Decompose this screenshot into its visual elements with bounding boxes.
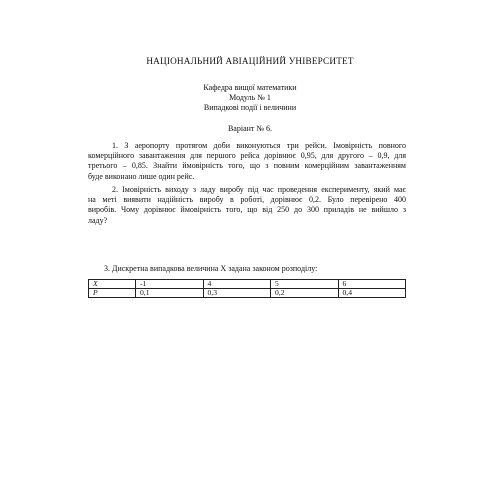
table-cell: 0,1 [136, 289, 204, 298]
table-cell: 6 [338, 280, 406, 289]
table-cell: 0,4 [338, 289, 406, 298]
task-1-line: 1. З аеропорту протягом доби виконуються три рейси. Імовірність повного [112, 141, 406, 150]
table-row-label: X [89, 280, 136, 289]
task-2-line: виробів. Чому дорівнює ймовірність того, що від 250 до 300 приладів не вийшло з [88, 205, 406, 215]
task-3-intro: 3. Дискретна випадкова величина X задана законом розподілу: [104, 264, 318, 273]
table-row-label: P [89, 289, 136, 298]
table-cell: 4 [203, 280, 271, 289]
table-cell: 5 [271, 280, 339, 289]
task-2-line: на меті виявити надійність виробу в роботі, дорівнює 0,2. Було перевірено 400 [88, 195, 406, 205]
task-1 [88, 141, 406, 182]
task-1-line: комерційного завантаження для першого рейса дорівнює 0,95, для другого – 0,9, для [88, 151, 406, 161]
variant-number: Варіант № 6. [227, 124, 273, 133]
table-row [89, 280, 406, 289]
task-2-line: 2. Імовірність виходу з ладу виробу під час проведення експерименту, який має [112, 185, 406, 194]
university-title: НАЦІОНАЛЬНИЙ АВІАЦІЙНИЙ УНІВЕРСИТЕТ [146, 56, 354, 66]
topic-title: Випадкові події і величини [203, 103, 297, 112]
distribution-table [88, 279, 406, 298]
task-2-line: ладу? [88, 215, 108, 225]
table-cell: -1 [136, 280, 204, 289]
table-row [89, 289, 406, 298]
table-cell: 0,3 [203, 289, 271, 298]
task-2 [88, 185, 406, 226]
department-name: Кафедра вищої математики [203, 83, 297, 92]
table-cell: 0,2 [271, 289, 339, 298]
task-1-line: третього – 0,85. Знайти ймовірність того, що з повним комерційним завантаженням [88, 161, 406, 171]
module-number: Модуль № 1 [229, 93, 271, 102]
task-1-line: буде виконано лише один рейс. [88, 171, 195, 181]
